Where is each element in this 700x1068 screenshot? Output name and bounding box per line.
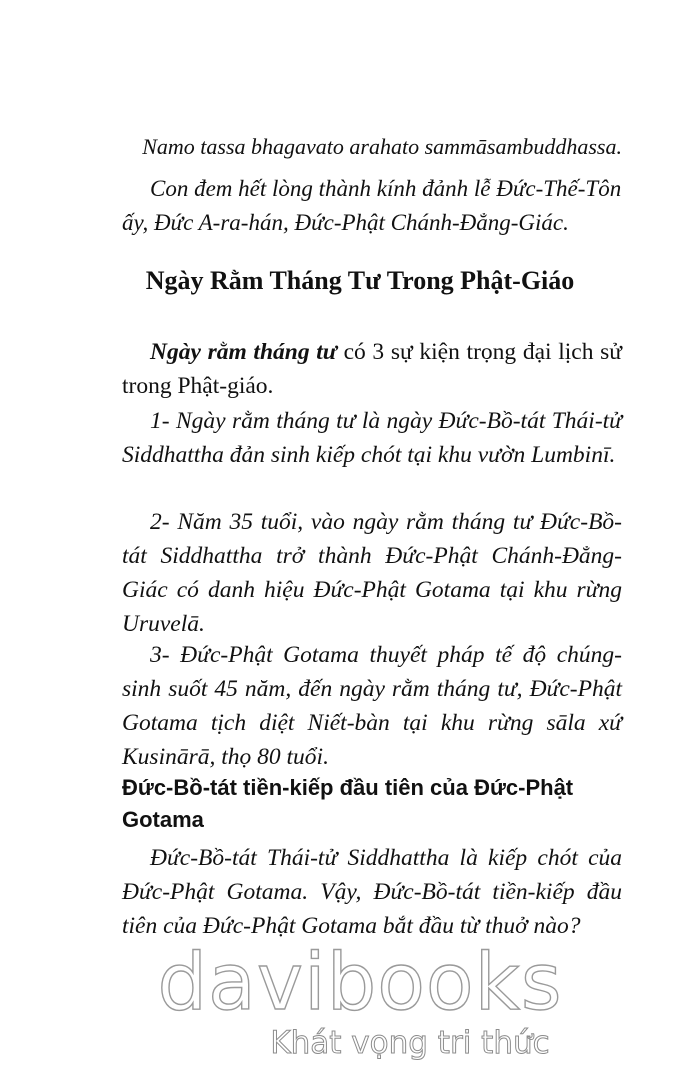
subsection-paragraph	[122, 841, 622, 943]
watermark-tagline: Khát vọng tri thức	[270, 1025, 550, 1061]
intro-paragraph	[122, 335, 622, 403]
event-3-text: 3- Đức-Phật Gotama thuyết pháp tế độ chúng-sinh suốt 45 năm, đến ngày rằm tháng tư, Đức-Phật Gotama tịch diệt Niết-bàn tại khu rừng sāla xứ Kusinārā, thọ 80 tuổi.	[122, 642, 622, 770]
homage-line: Con đem hết lòng thành kính đảnh lễ Đức-Thế-Tôn ấy, Đức A-ra-hán, Đức-Phật Chánh-Đẳng-Giác.	[122, 176, 622, 235]
subsection-title: Đức-Bồ-tát tiền-kiếp đầu tiên của Đức-Phật Gotama	[122, 775, 574, 832]
event-2	[122, 505, 622, 641]
intro-emphasis: Ngày rằm tháng tư	[150, 339, 337, 365]
intro-rest: có 3 sự kiện trọng đại lịch sử trong Phật-giáo.	[122, 339, 622, 399]
section-title: Ngày Rằm Tháng Tư Trong Phật-Giáo	[145, 266, 575, 295]
event-1	[122, 404, 622, 472]
event-2-text: 2- Năm 35 tuổi, vào ngày rằm tháng tư Đức-Bồ-tát Siddhattha trở thành Đức-Phật Chánh-Đẳng-Giác có danh hiệu Đức-Phật Gotama tại khu rừng Uruvelā.	[122, 509, 622, 637]
event-1-text: 1- Ngày rằm tháng tư là ngày Đức-Bồ-tát Thái-tử Siddhattha đản sinh kiếp chót tại khu vườn Lumbinī.	[122, 408, 622, 468]
watermark-brand: davibooks	[157, 938, 563, 1028]
homage-text	[122, 172, 622, 240]
subsection-text: Đức-Bồ-tát Thái-tử Siddhattha là kiếp chót của Đức-Phật Gotama. Vậy, Đức-Bồ-tát tiền-kiếp đầu tiên của Đức-Phật Gotama bắt đầu từ thuở nào?	[122, 845, 622, 939]
pali-invocation: Namo tassa bhagavato arahato sammāsambuddhassa.	[142, 134, 622, 159]
event-3	[122, 638, 622, 774]
